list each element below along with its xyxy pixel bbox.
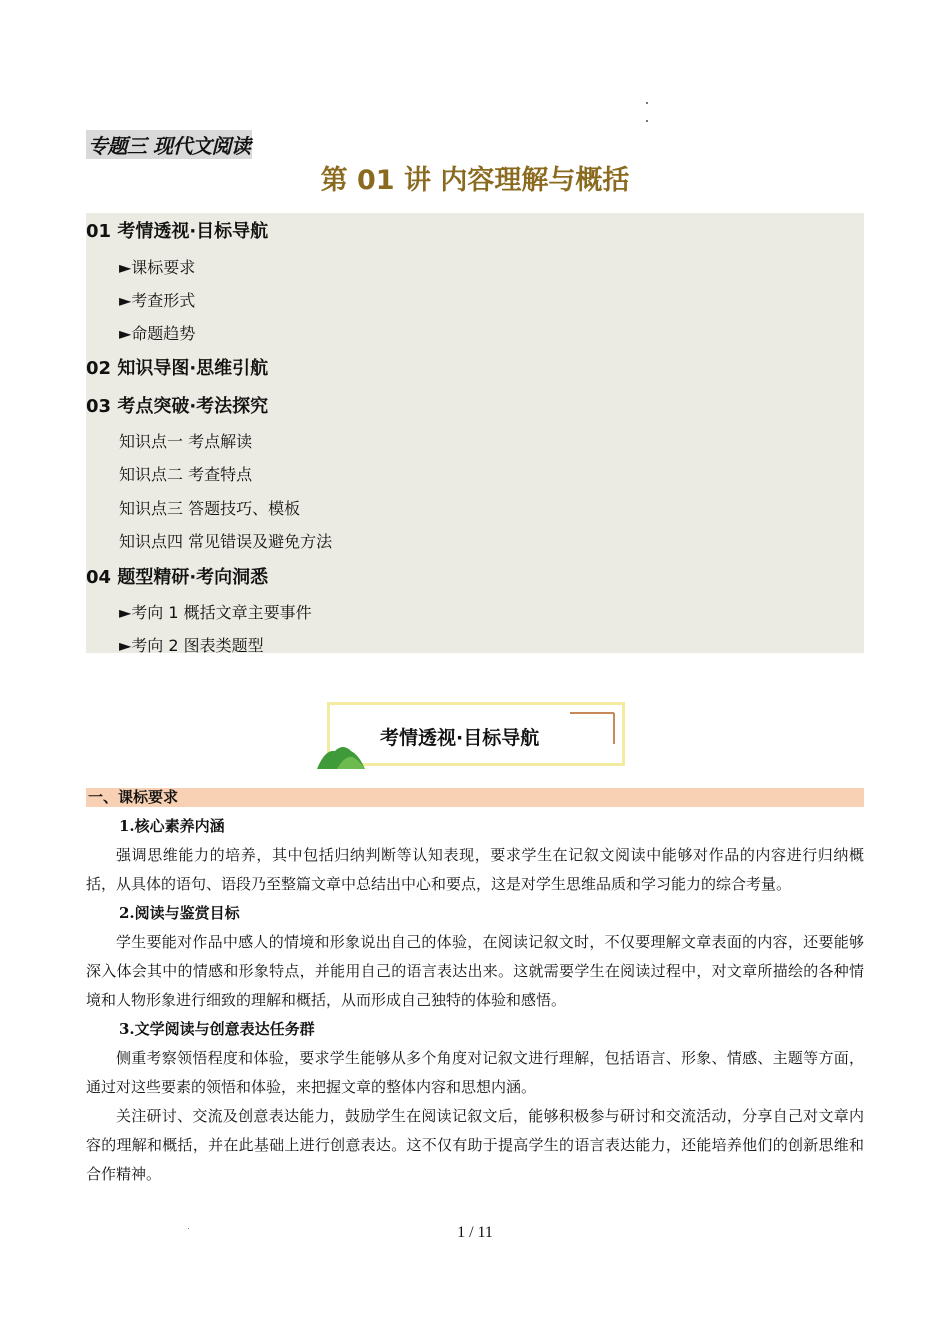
toc-section-2[interactable]: 02 知识导图·思维引航 xyxy=(86,358,269,379)
header-mark xyxy=(646,120,648,122)
paragraph: 强调思维能力的培养，其中包括归纳判断等认知表现，要求学生在记叙文阅读中能够对作品的内容进行归纳概括，从具体的语句、语段乃至整篇文章中总结出中心和要点，这是对学生思维品质和学习能力的综合考量。 xyxy=(86,846,864,893)
table-of-contents xyxy=(86,213,864,653)
section-banner xyxy=(327,702,625,766)
paragraph: 学生要能对作品中感人的情境和形象说出自己的体验，在阅读记叙文时，不仅要理解文章表面的内容，还要能够深入体会其中的情感和形象特点，并能用自己的语言表达出来。这就需要学生在阅读过程中，对文章所描绘的各种情境和人物形象进行细致的理解和概括，从而形成自己独特的体验和感悟。 xyxy=(86,933,864,1009)
mountain-icon xyxy=(315,741,367,771)
banner-title: 考情透视·目标导航 xyxy=(380,727,540,749)
toc-item[interactable]: 知识点二 考查特点 xyxy=(119,465,253,484)
section-heading-bar xyxy=(86,788,864,807)
toc-item[interactable]: ►考查形式 xyxy=(119,291,196,310)
toc-section-1[interactable]: 01 考情透视·目标导航 xyxy=(86,221,269,242)
toc-item[interactable]: ►考向 2 图表类题型 xyxy=(119,636,264,655)
paragraph: 侧重考察领悟程度和体验，要求学生能够从多个角度对记叙文进行理解，包括语言、形象、情感、主题等方面，通过对这些要素的领悟和体验，来把握文章的整体内容和思想内涵。 xyxy=(86,1049,864,1096)
section-body xyxy=(86,812,864,1189)
toc-section-4[interactable]: 04 题型精研·考向洞悉 xyxy=(86,567,269,588)
toc-item[interactable]: ►考向 1 概括文章主要事件 xyxy=(119,603,312,622)
subsection-heading: 2.阅读与鉴赏目标 xyxy=(119,904,240,922)
toc-item[interactable]: ►命题趋势 xyxy=(119,324,196,343)
banner-corner-lines-icon xyxy=(570,710,620,746)
header-mark xyxy=(646,102,648,104)
lecture-title: 第 01 讲 内容理解与概括 xyxy=(320,165,630,196)
toc-section-3[interactable]: 03 考点突破·考法探究 xyxy=(86,396,269,417)
toc-item[interactable]: 知识点四 常见错误及避免方法 xyxy=(119,532,333,551)
series-title: 专题三 现代文阅读 xyxy=(86,130,252,159)
toc-item[interactable]: 知识点一 考点解读 xyxy=(119,432,253,451)
page-number: 1 / 11 xyxy=(457,1224,493,1241)
subsection-heading: 3.文学阅读与创意表达任务群 xyxy=(119,1020,315,1038)
section-heading: 一、课标要求 xyxy=(88,788,179,806)
paragraph: 关注研讨、交流及创意表达能力，鼓励学生在阅读记叙文后，能够积极参与研讨和交流活动，分享自己对文章内容的理解和概括，并在此基础上进行创意表达。这不仅有助于提高学生的语言表达能力，还能培养他们的创新思维和合作精神。 xyxy=(86,1107,864,1183)
toc-item[interactable]: ►课标要求 xyxy=(119,258,196,277)
subsection-heading: 1.核心素养内涵 xyxy=(119,817,225,835)
toc-item[interactable]: 知识点三 答题技巧、模板 xyxy=(119,499,301,518)
